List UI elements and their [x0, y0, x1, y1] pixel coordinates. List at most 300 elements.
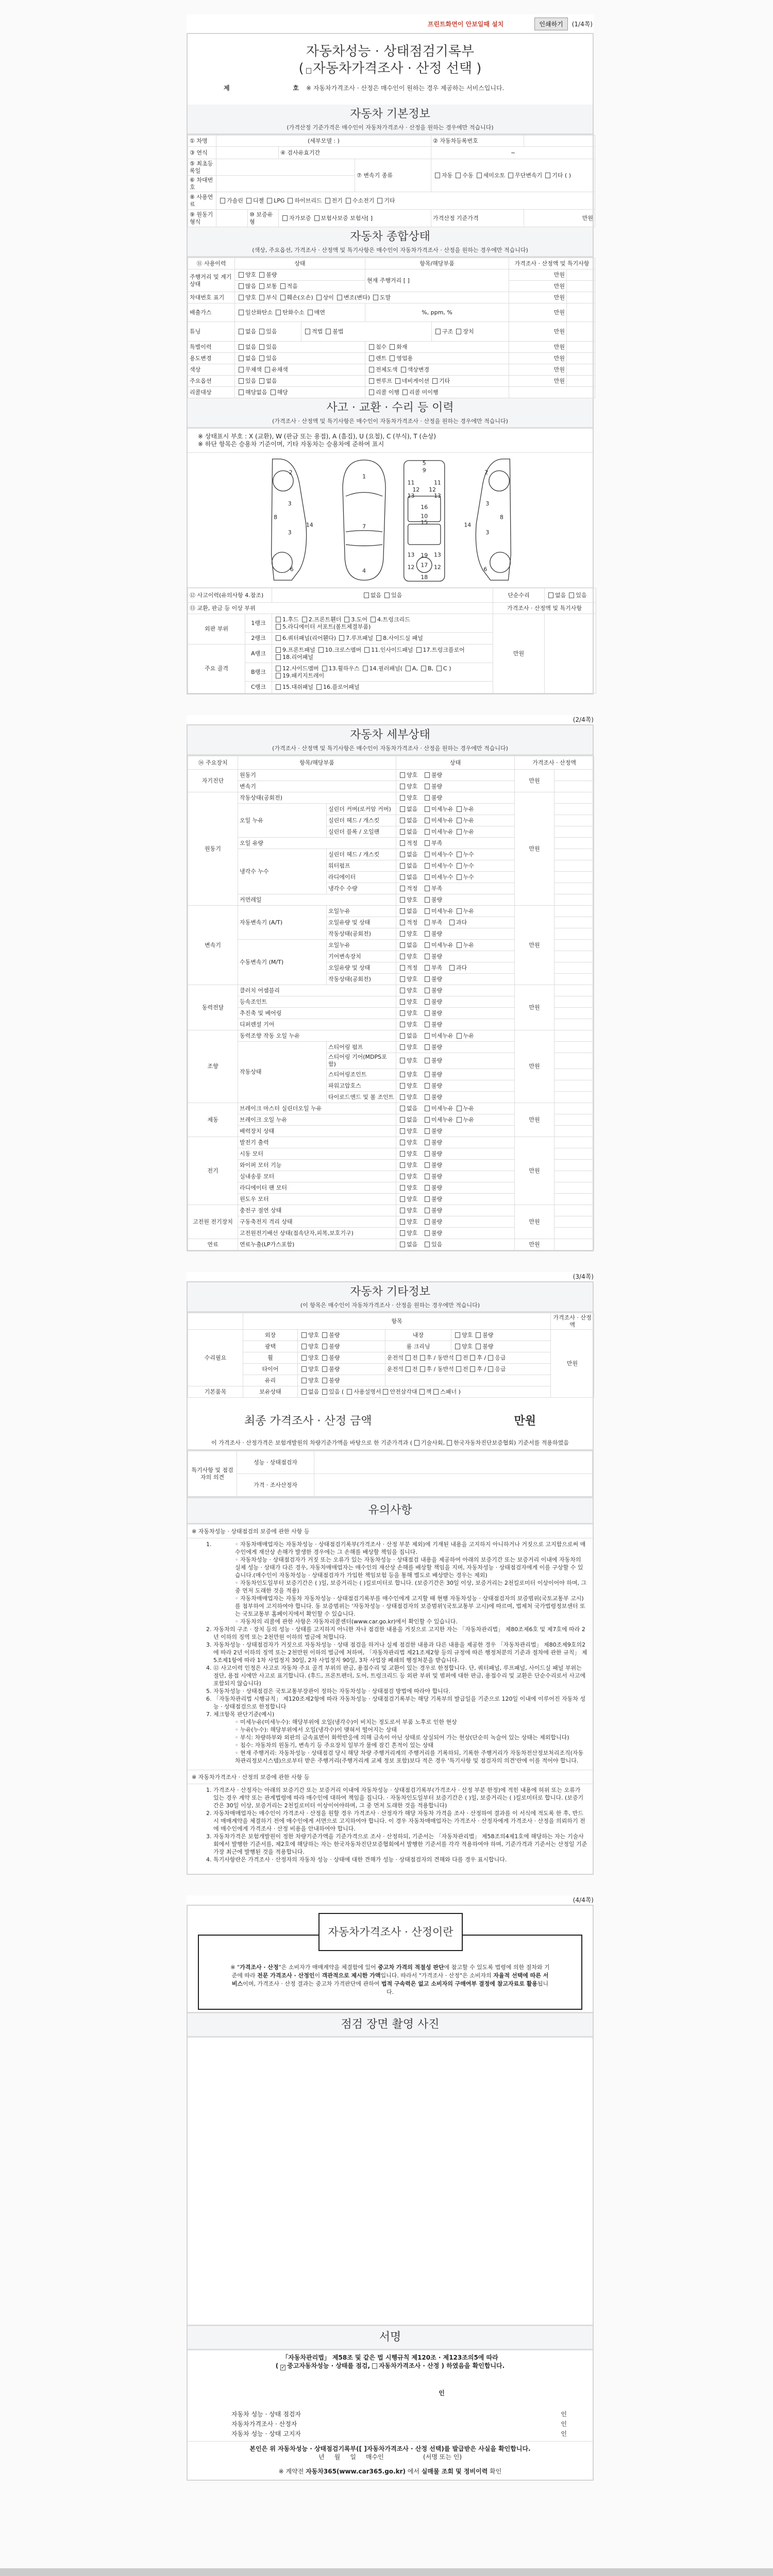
checkbox[interactable]	[400, 1219, 405, 1225]
option[interactable]	[423, 1021, 446, 1028]
checkbox[interactable]	[425, 897, 430, 903]
checkbox[interactable]	[305, 329, 310, 334]
checkbox[interactable]	[308, 310, 313, 315]
checkbox[interactable]	[416, 647, 422, 653]
checkbox[interactable]	[420, 1366, 425, 1372]
checkbox[interactable]	[425, 772, 430, 778]
option[interactable]	[368, 616, 410, 623]
inspection-period-field[interactable]: ~	[431, 147, 595, 159]
checkbox[interactable]	[322, 1389, 327, 1395]
option[interactable]	[237, 294, 256, 301]
checkbox[interactable]	[447, 1440, 452, 1446]
note-field[interactable]	[554, 860, 594, 872]
checkbox[interactable]	[400, 942, 405, 948]
checkbox[interactable]	[400, 806, 405, 812]
checkbox[interactable]	[425, 999, 430, 1005]
option[interactable]	[303, 328, 323, 335]
option[interactable]	[423, 1128, 446, 1135]
option[interactable]	[398, 772, 422, 779]
checkbox[interactable]	[488, 1366, 493, 1372]
option[interactable]	[423, 953, 446, 960]
option[interactable]	[398, 783, 422, 790]
note-field[interactable]	[554, 917, 594, 928]
option[interactable]	[314, 294, 334, 301]
checkbox[interactable]	[276, 666, 281, 671]
note-field[interactable]	[509, 387, 595, 398]
option[interactable]	[567, 592, 586, 599]
note-field[interactable]	[554, 1030, 594, 1042]
checkbox[interactable]	[425, 1140, 430, 1145]
price-field[interactable]: 만원	[509, 281, 567, 292]
engine-field[interactable]	[216, 210, 248, 227]
checkbox[interactable]	[425, 908, 430, 914]
option[interactable]	[257, 328, 277, 335]
checkbox[interactable]	[239, 310, 244, 315]
checkbox[interactable]	[400, 784, 405, 789]
checkbox[interactable]	[400, 1106, 405, 1111]
option[interactable]	[398, 840, 422, 847]
option[interactable]	[398, 1173, 422, 1180]
checkbox[interactable]	[316, 684, 322, 690]
checkbox[interactable]	[400, 931, 405, 937]
checkbox[interactable]	[322, 1378, 327, 1383]
checkbox[interactable]	[400, 1242, 405, 1247]
option[interactable]	[455, 806, 478, 813]
option[interactable]	[398, 1071, 422, 1078]
checkbox[interactable]	[400, 1151, 405, 1157]
checkbox[interactable]	[239, 389, 244, 395]
option[interactable]	[274, 654, 313, 661]
checkbox[interactable]	[400, 1196, 405, 1202]
checkbox[interactable]	[325, 198, 330, 204]
option[interactable]	[423, 896, 446, 904]
option[interactable]	[455, 817, 478, 824]
option[interactable]	[453, 1332, 473, 1339]
checkbox[interactable]	[425, 829, 430, 835]
option[interactable]	[257, 355, 277, 362]
used-car-check-checkbox[interactable]	[280, 2365, 285, 2370]
option[interactable]	[398, 851, 422, 858]
option[interactable]	[367, 355, 386, 362]
price-survey-checkbox[interactable]	[306, 68, 311, 74]
option[interactable]	[367, 389, 399, 396]
price-field[interactable]: 만원	[509, 376, 567, 387]
option[interactable]	[299, 1377, 319, 1384]
checkbox[interactable]	[425, 863, 430, 869]
note-field[interactable]	[554, 1080, 594, 1092]
price-field[interactable]: 만원	[509, 269, 567, 281]
option[interactable]	[398, 1094, 422, 1101]
note-field[interactable]	[554, 1160, 594, 1171]
option[interactable]	[398, 1162, 422, 1169]
mileage-field[interactable]: 현재 주행거리 [ ]	[365, 269, 509, 292]
checkbox[interactable]	[457, 806, 462, 812]
seal-mark[interactable]: 인	[561, 2420, 567, 2428]
note-field[interactable]	[567, 353, 595, 364]
option[interactable]	[423, 908, 453, 915]
checkbox[interactable]	[425, 840, 430, 846]
option[interactable]	[398, 806, 422, 813]
checkbox[interactable]	[425, 942, 430, 948]
option[interactable]	[285, 197, 322, 205]
option[interactable]	[423, 1207, 446, 1214]
option[interactable]	[423, 817, 453, 824]
option[interactable]	[423, 840, 446, 847]
checkbox[interactable]	[265, 367, 270, 372]
option[interactable]	[393, 378, 429, 385]
option[interactable]	[320, 1332, 340, 1339]
option[interactable]	[454, 328, 474, 335]
reg-no-field[interactable]	[524, 135, 595, 147]
option[interactable]	[434, 665, 451, 672]
option[interactable]	[274, 309, 305, 316]
checkbox[interactable]	[436, 666, 442, 671]
option[interactable]	[398, 794, 422, 802]
checkbox[interactable]	[457, 908, 462, 914]
checkbox[interactable]	[314, 215, 320, 221]
checkbox[interactable]	[239, 272, 244, 278]
option[interactable]	[423, 806, 453, 813]
checkbox[interactable]	[400, 772, 405, 778]
checkbox[interactable]	[400, 818, 405, 823]
option[interactable]	[430, 378, 450, 385]
note-field[interactable]	[554, 894, 594, 906]
price-field[interactable]: 만원	[509, 292, 567, 303]
option[interactable]	[398, 828, 422, 836]
checkbox[interactable]	[425, 818, 430, 823]
option[interactable]	[398, 1196, 422, 1203]
option[interactable]	[320, 1377, 340, 1384]
option[interactable]	[423, 862, 453, 870]
checkbox[interactable]	[322, 1366, 327, 1372]
checkbox[interactable]	[302, 617, 307, 622]
option[interactable]	[433, 172, 452, 179]
checkbox[interactable]	[457, 852, 462, 857]
checkbox[interactable]	[420, 1355, 425, 1361]
checkbox[interactable]	[326, 329, 331, 334]
checkbox[interactable]	[400, 840, 405, 846]
price-field[interactable]: 만원	[515, 906, 554, 985]
checkbox[interactable]	[456, 1366, 461, 1372]
option[interactable]	[398, 874, 422, 881]
print-button[interactable]: 인쇄하기	[534, 18, 567, 30]
note-field[interactable]	[554, 1171, 594, 1182]
checkbox[interactable]	[276, 654, 281, 660]
option[interactable]	[423, 942, 453, 949]
option[interactable]	[423, 987, 446, 994]
checkbox[interactable]	[400, 852, 405, 857]
checkbox[interactable]	[369, 378, 374, 384]
checkbox[interactable]	[384, 592, 390, 598]
horizontal-scrollbar[interactable]	[0, 2568, 773, 2576]
checkbox[interactable]	[476, 1332, 481, 1338]
option[interactable]	[306, 309, 325, 316]
checkbox[interactable]	[363, 666, 368, 671]
checkbox[interactable]	[276, 647, 281, 653]
checkbox[interactable]	[400, 1094, 405, 1100]
checkbox[interactable]	[425, 1185, 430, 1191]
checkbox[interactable]	[400, 795, 405, 801]
checkbox[interactable]	[276, 310, 281, 315]
first-reg-field[interactable]	[216, 159, 355, 176]
option[interactable]	[299, 1354, 319, 1362]
option[interactable]	[320, 1366, 340, 1373]
option[interactable]	[423, 1173, 446, 1180]
option[interactable]	[398, 1139, 422, 1146]
price-field[interactable]: 만원	[515, 985, 554, 1030]
option[interactable]	[423, 772, 446, 779]
price-field[interactable]: 만원	[515, 1137, 554, 1205]
print-install-link[interactable]: 프린트화면이 안보일때 설치	[427, 20, 504, 28]
checkbox[interactable]	[376, 635, 381, 641]
option[interactable]	[423, 1071, 446, 1078]
option[interactable]	[367, 378, 392, 385]
note-field[interactable]	[554, 1126, 594, 1137]
checkbox[interactable]	[419, 1389, 425, 1395]
option[interactable]	[274, 672, 324, 680]
option[interactable]	[280, 215, 311, 222]
option[interactable]	[257, 344, 277, 351]
option[interactable]	[398, 817, 422, 824]
option[interactable]	[543, 172, 571, 179]
checkbox[interactable]	[259, 344, 264, 350]
note-field[interactable]	[554, 849, 594, 860]
price-field[interactable]: 만원	[509, 353, 567, 364]
checkbox[interactable]	[400, 1044, 405, 1050]
option[interactable]	[423, 1057, 446, 1064]
checkbox[interactable]	[280, 283, 285, 289]
checkbox[interactable]	[425, 1022, 430, 1027]
final-price-value[interactable]: 만원	[514, 1415, 536, 1428]
option[interactable]	[312, 215, 373, 222]
option[interactable]	[546, 592, 566, 599]
checkbox[interactable]	[425, 1044, 430, 1050]
checkbox[interactable]	[406, 1366, 411, 1372]
option[interactable]	[455, 862, 478, 870]
checkbox[interactable]	[239, 367, 244, 372]
note-field[interactable]	[554, 1103, 594, 1114]
checkbox[interactable]	[470, 1366, 475, 1372]
checkbox[interactable]	[400, 1185, 405, 1191]
option[interactable]	[423, 783, 446, 790]
checkbox[interactable]	[400, 999, 405, 1005]
option[interactable]	[398, 1230, 422, 1237]
option[interactable]	[423, 851, 453, 858]
note-field[interactable]	[554, 940, 594, 951]
checkbox[interactable]	[400, 954, 405, 959]
checkbox[interactable]	[276, 684, 281, 690]
option[interactable]	[398, 998, 422, 1006]
checkbox[interactable]	[545, 173, 550, 178]
price-field[interactable]: 만원	[509, 364, 567, 376]
option[interactable]	[237, 378, 256, 385]
checkbox[interactable]	[322, 1332, 327, 1338]
option[interactable]	[244, 197, 264, 205]
option[interactable]	[342, 616, 367, 623]
checkbox[interactable]	[425, 874, 430, 880]
option[interactable]	[475, 172, 506, 179]
checkbox[interactable]	[455, 1344, 460, 1349]
option[interactable]	[237, 355, 256, 362]
option[interactable]	[423, 1162, 446, 1169]
checkbox[interactable]	[425, 1072, 430, 1077]
note-field[interactable]	[554, 962, 594, 974]
checkbox[interactable]	[301, 1378, 307, 1383]
option[interactable]	[274, 623, 371, 631]
checkbox[interactable]	[425, 1128, 430, 1134]
option[interactable]	[447, 919, 471, 926]
note-field[interactable]	[554, 883, 594, 894]
note-field[interactable]	[554, 815, 594, 826]
option[interactable]	[218, 197, 243, 205]
seal-mark[interactable]: 인	[561, 2430, 567, 2437]
checkbox[interactable]	[239, 295, 244, 300]
checkbox[interactable]	[377, 198, 382, 204]
checkbox[interactable]	[220, 198, 225, 204]
checkbox[interactable]	[267, 198, 272, 204]
option[interactable]	[398, 1082, 422, 1090]
option[interactable]	[455, 851, 478, 858]
checkbox[interactable]	[383, 1389, 388, 1395]
option[interactable]	[257, 272, 277, 279]
checkbox[interactable]	[425, 965, 430, 971]
option[interactable]	[398, 953, 422, 960]
option[interactable]	[423, 885, 446, 892]
checkbox[interactable]	[425, 1106, 430, 1111]
option[interactable]	[474, 1343, 493, 1350]
checkbox[interactable]	[400, 1072, 405, 1077]
option[interactable]	[399, 366, 430, 374]
price-field[interactable]: 만원	[493, 614, 545, 693]
option[interactable]	[398, 1057, 422, 1064]
option[interactable]	[419, 665, 433, 672]
checkbox[interactable]	[425, 1083, 430, 1089]
note-field[interactable]	[567, 303, 595, 322]
option[interactable]	[404, 665, 418, 672]
note-field[interactable]	[554, 872, 594, 883]
option[interactable]	[274, 616, 299, 623]
checkbox[interactable]	[276, 624, 281, 630]
checkbox[interactable]	[239, 283, 244, 289]
checkbox[interactable]	[548, 592, 553, 598]
option[interactable]	[423, 964, 446, 972]
option[interactable]	[398, 1218, 422, 1226]
option[interactable]	[398, 930, 422, 938]
price-survey-checkbox[interactable]	[372, 2363, 377, 2369]
checkbox[interactable]	[373, 295, 378, 300]
checkbox[interactable]	[457, 874, 462, 880]
note-field[interactable]	[554, 1148, 594, 1160]
checkbox[interactable]	[239, 355, 244, 361]
checkbox[interactable]	[425, 1094, 430, 1100]
option[interactable]	[398, 1010, 422, 1017]
checkbox[interactable]	[390, 355, 395, 361]
option[interactable]	[274, 684, 313, 691]
option[interactable]	[382, 592, 402, 599]
note-field[interactable]	[554, 1216, 594, 1228]
option[interactable]	[324, 328, 343, 335]
note-field[interactable]	[554, 1008, 594, 1019]
checkbox[interactable]	[339, 635, 344, 641]
note-field[interactable]	[554, 1182, 594, 1194]
note-field[interactable]	[554, 804, 594, 815]
checkbox[interactable]	[259, 272, 264, 278]
price-field[interactable]: 만원	[509, 303, 567, 322]
option[interactable]	[474, 1332, 493, 1339]
option[interactable]	[388, 355, 413, 362]
checkbox[interactable]	[322, 666, 327, 671]
checkbox[interactable]	[259, 329, 264, 334]
checkbox[interactable]	[276, 673, 281, 679]
option[interactable]	[361, 665, 402, 672]
checkbox[interactable]	[276, 617, 281, 622]
checkbox[interactable]	[400, 1022, 405, 1027]
price-field[interactable]: 만원	[551, 1330, 594, 1398]
note-field[interactable]	[554, 1137, 594, 1148]
checkbox[interactable]	[400, 1033, 405, 1039]
option[interactable]	[398, 964, 422, 972]
checkbox[interactable]	[246, 198, 251, 204]
checkbox[interactable]	[344, 617, 349, 622]
checkbox[interactable]	[276, 635, 281, 641]
option[interactable]	[423, 1218, 446, 1226]
checkbox[interactable]	[425, 988, 430, 993]
checkbox[interactable]	[322, 1355, 327, 1361]
option[interactable]	[398, 1116, 422, 1124]
price-field[interactable]: 만원	[515, 1103, 554, 1137]
note-field[interactable]	[545, 614, 596, 693]
checkbox[interactable]	[425, 1196, 430, 1202]
option[interactable]	[268, 389, 288, 396]
option[interactable]	[423, 919, 446, 926]
checkbox[interactable]	[457, 942, 462, 948]
option[interactable]	[274, 665, 319, 672]
option[interactable]	[398, 1241, 422, 1248]
option[interactable]	[344, 197, 375, 205]
note-field[interactable]	[554, 928, 594, 940]
note-field[interactable]	[554, 1114, 594, 1126]
price-field[interactable]: 만원	[509, 342, 567, 353]
checkbox[interactable]	[425, 806, 430, 812]
option[interactable]	[274, 647, 315, 654]
option[interactable]	[237, 328, 256, 335]
option[interactable]	[423, 976, 446, 983]
option[interactable]	[453, 1343, 473, 1350]
note-field[interactable]	[554, 1069, 594, 1080]
note-field[interactable]	[567, 376, 595, 387]
checkbox[interactable]	[318, 647, 324, 653]
option[interactable]	[423, 1139, 446, 1146]
checkbox[interactable]	[425, 1219, 430, 1225]
note-field[interactable]	[554, 951, 594, 962]
checkbox[interactable]	[425, 920, 430, 925]
checkbox[interactable]	[457, 829, 462, 835]
note-field[interactable]	[554, 974, 594, 985]
note-field[interactable]	[567, 364, 595, 376]
checkbox[interactable]	[259, 378, 264, 384]
note-field[interactable]	[567, 292, 595, 303]
note-field[interactable]	[554, 1053, 594, 1069]
checkbox[interactable]	[288, 198, 293, 204]
note-field[interactable]	[567, 322, 595, 342]
option[interactable]	[455, 874, 478, 881]
checkbox[interactable]	[400, 874, 405, 880]
price-field[interactable]: 만원	[509, 322, 567, 342]
option[interactable]	[423, 1230, 446, 1237]
option[interactable]	[423, 1241, 446, 1248]
option[interactable]	[265, 197, 284, 205]
base-price-field[interactable]: 만원	[524, 210, 595, 227]
